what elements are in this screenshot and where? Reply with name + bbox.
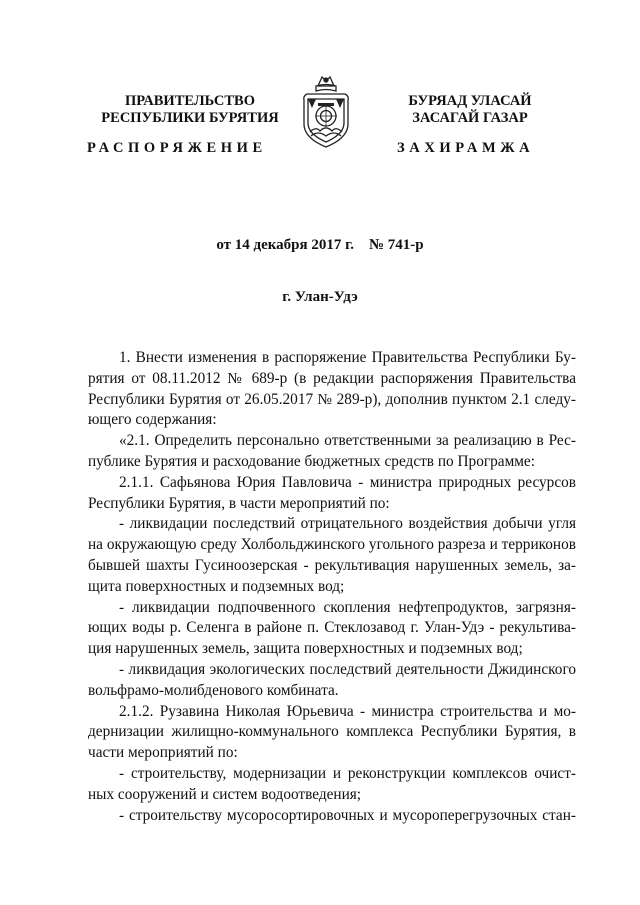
document-kind-russian: РАСПОРЯЖЕНИЕ [87,140,267,156]
body-line: ющего содержания: [88,411,217,429]
body-line: 2.1.2. Рузавина Николая Юрьевича - министра строительства и мо- [119,702,576,720]
body-line: на окружающую среду Холбольджинского угольного разреза и терриконов [88,536,576,554]
body-line: Республики Бурятия от 26.05.2017 № 289-р), дополнив пунктом 2.1 следу- [88,390,576,408]
body-line: «2.1. Определить персонально ответственными за реализацию в Рес- [119,432,576,450]
government-name-buryat [350,93,590,127]
document-body [88,348,576,826]
body-line: ющих воды р. Селенга в районе п. Стеклозавод г. Улан-Удэ - рекультива- [88,619,576,637]
body-line: - ликвидации подпочвенного скопления нефтепродуктов, загрязня- [119,598,576,616]
government-name-russian [70,93,310,127]
body-line: вольфрамо-молибденового комбината. [88,681,339,699]
body-line: 1. Внести изменения в распоряжение Правительства Республики Бу- [119,349,576,366]
body-line: Республики Бурятия, в части мероприятий по: [88,494,390,512]
header-left-line-1: ПРАВИТЕЛЬСТВО [125,93,255,109]
body-line: - строительству, модернизации и реконструкции комплексов очист- [119,764,576,782]
body-line: ных сооружений и систем водоотведения; [88,785,362,803]
body-line: дернизации жилищно-коммунального комплекса Республики Бурятия, в [88,723,576,741]
body-line: части мероприятий по: [88,744,238,762]
body-line: рятия от 08.11.2012 № 689-р (в редакции распоряжения Правительства [88,369,576,387]
body-line: ция нарушенных земель, защита поверхностных и подземных вод; [88,640,523,658]
header-right-line-1: БУРЯАД УЛАСАЙ [408,93,532,109]
document-date-number: от 14 декабря 2017 г. № 741-р [216,237,424,253]
document-city: г. Улан-Удэ [282,289,358,305]
header-left-line-2: РЕСПУБЛИКИ БУРЯТИЯ [101,110,279,126]
buryatia-coat-of-arms-icon [296,70,356,150]
body-line: - ликвидации последствий отрицательного воздействия добычи угля [119,515,576,533]
body-line: - ликвидация экологических последствий деятельности Джидинского [119,660,576,678]
document-kind-buryat: ЗАХИРАМЖА [397,140,535,156]
body-line: публике Бурятия и расходование бюджетных средств по Программе: [88,452,535,470]
header-right-line-2: ЗАСАГАЙ ГАЗАР [412,110,528,126]
body-line: 2.1.1. Сафьянова Юрия Павловича - министра природных ресурсов [119,473,576,491]
body-line: бывшей шахты Гусиноозерская - рекультивация нарушенных земель, за- [88,556,576,574]
body-line: - строительству мусоросортировочных и мусороперегрузочных стан- [119,806,576,824]
body-line: щита поверхностных и подземных вод; [88,577,345,595]
